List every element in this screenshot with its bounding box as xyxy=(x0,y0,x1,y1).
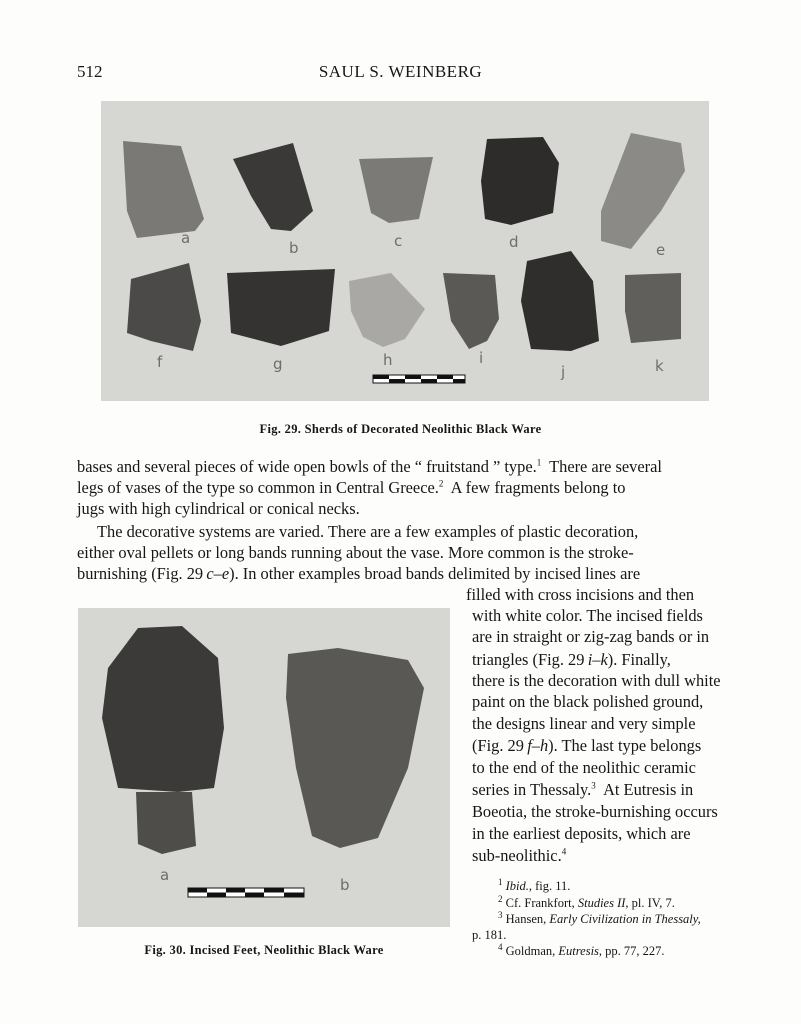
body-line: (Fig. 29 f–h). The last type belongs xyxy=(472,736,702,755)
body-line: sub-neolithic.$^4$ xyxy=(472,846,567,865)
sherd-k xyxy=(625,273,681,343)
label-f: f xyxy=(157,353,163,371)
running-head: SAUL S. WEINBERG xyxy=(318,62,483,81)
label-a: a xyxy=(181,229,191,247)
label-d: d xyxy=(509,233,519,251)
body-line: in the earliest deposits, which are xyxy=(472,824,691,843)
body-line: are in straight or zig-zag bands or in xyxy=(472,627,710,646)
body-line: The decorative systems are varied. There are a few examples of plastic decoration, xyxy=(97,522,639,541)
figure-29-caption: Fig. 29. Sherds of Decorated Neolithic Black Ware xyxy=(259,422,542,436)
figure-30-photo xyxy=(78,608,450,927)
body-line: either oval pellets or long bands running about the vase. More common is the stroke- xyxy=(77,543,634,562)
body-line: the designs linear and very simple xyxy=(472,714,696,733)
figure-29-photo xyxy=(101,101,709,401)
body-line: to the end of the neolithic ceramic xyxy=(472,758,696,777)
label-j: j xyxy=(561,363,566,381)
body-line: paint on the black polished ground, xyxy=(472,692,704,711)
body-line: with white color. The incised fields xyxy=(472,606,703,625)
body-line: bases and several pieces of wide open bowls of the “ fruitstand ” type.$^1$ There are several xyxy=(77,457,662,476)
body-line: legs of vases of the type so common in Central Greece.$^2$ A few fragments belong to xyxy=(77,478,626,497)
footnote-3: $^3$ Hansen, Early Civilization in Thessaly, xyxy=(498,909,701,926)
label-h: h xyxy=(383,351,393,369)
page-number: 512 xyxy=(77,62,103,81)
label-i: i xyxy=(479,349,484,367)
body-line: jugs with high cylindrical or conical necks. xyxy=(77,499,360,518)
footnote-3-continued: p. 181. xyxy=(472,928,507,942)
body-line: filled with cross incisions and then xyxy=(466,585,695,604)
label-a: a xyxy=(160,866,170,884)
body-line: series in Thessaly.$^3$ At Eutresis in xyxy=(472,780,694,799)
label-g: g xyxy=(273,355,283,373)
label-b: b xyxy=(340,876,350,894)
body-line: triangles (Fig. 29 i–k). Finally, xyxy=(472,650,671,669)
footnote-ref: 1 xyxy=(536,457,542,468)
footnote-ref: 4 xyxy=(561,846,567,857)
body-line: burnishing (Fig. 29 c–e). In other examples broad bands delimited by incised lines are xyxy=(77,564,641,583)
footnote-2: $^2$ Cf. Frankfort, Studies II, pl. IV, 7. xyxy=(498,893,675,910)
footnote-ref: 2 xyxy=(438,478,444,489)
footnote-4: $^4$ Goldman, Eutresis, pp. 77, 227. xyxy=(498,941,665,958)
body-line: there is the decoration with dull white xyxy=(472,671,721,690)
figure-30-caption: Fig. 30. Incised Feet, Neolithic Black Ware xyxy=(144,943,384,957)
footnote-1: $^1$ Ibid., fig. 11. xyxy=(498,876,571,893)
scale-bar xyxy=(373,375,465,383)
label-e: e xyxy=(656,241,666,259)
sherd-d xyxy=(481,137,559,225)
body-line: Boeotia, the stroke-burnishing occurs xyxy=(472,802,718,821)
label-b: b xyxy=(289,239,299,257)
label-c: c xyxy=(394,232,403,250)
label-k: k xyxy=(655,357,664,375)
footnote-ref: 3 xyxy=(591,780,596,791)
scale-bar xyxy=(188,888,304,897)
